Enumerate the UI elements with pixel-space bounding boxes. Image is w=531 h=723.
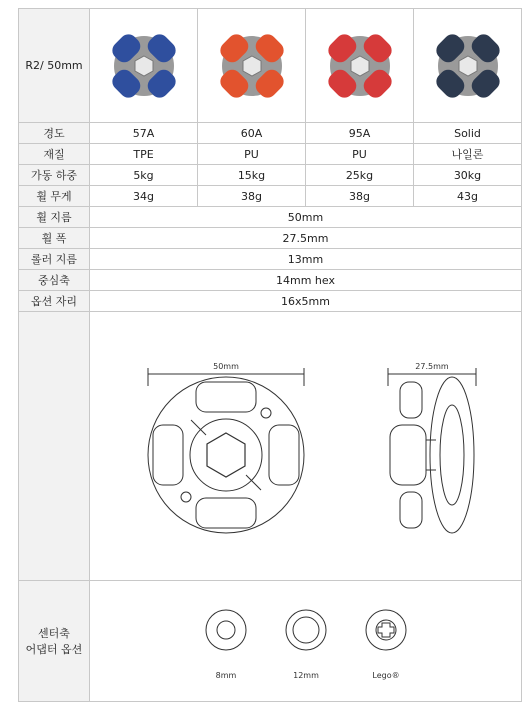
material-value: PU <box>306 144 414 165</box>
technical-drawing <box>90 312 522 581</box>
omni-wheel-icon <box>426 24 510 108</box>
wheel-image-4 <box>414 9 522 123</box>
width-value: 27.5mm <box>90 228 522 249</box>
header-label: R2/ 50mm <box>19 9 90 123</box>
material-value: 나일론 <box>414 144 522 165</box>
hardness-value: Solid <box>414 123 522 144</box>
side-dimension-label: 27.5mm <box>414 361 449 371</box>
adapter-lego-icon <box>366 610 406 650</box>
roller-row <box>19 249 522 270</box>
diameter-value: 50mm <box>90 207 522 228</box>
weight-value: 34g <box>90 186 198 207</box>
material-label: 재질 <box>19 144 90 165</box>
weight-value: 43g <box>414 186 522 207</box>
hardness-value: 60A <box>198 123 306 144</box>
hardness-value: 95A <box>306 123 414 144</box>
omni-wheel-icon <box>102 24 186 108</box>
hardness-row <box>19 123 522 144</box>
option-label: 옵션 자리 <box>19 291 90 312</box>
front-dimension-label: 50mm <box>212 361 239 371</box>
side-view-drawing <box>388 368 476 533</box>
wheel-image-1 <box>90 9 198 123</box>
adapter-12mm-icon <box>286 610 326 650</box>
material-value: PU <box>198 144 306 165</box>
load-value: 15kg <box>198 165 306 186</box>
adapter-label <box>19 581 90 702</box>
load-row <box>19 165 522 186</box>
roller-value: 13mm <box>90 249 522 270</box>
adapter-caption: Lego® <box>371 670 400 680</box>
width-label: 휠 폭 <box>19 228 90 249</box>
width-row <box>19 228 522 249</box>
adapter-caption: 8mm <box>215 670 236 680</box>
roller-label: 롤러 지름 <box>19 249 90 270</box>
adapter-label-line1: 센터축 <box>38 627 70 640</box>
load-value: 25kg <box>306 165 414 186</box>
material-value: TPE <box>90 144 198 165</box>
weight-label: 휠 무게 <box>19 186 90 207</box>
load-label: 가동 하중 <box>19 165 90 186</box>
axle-label: 중심축 <box>19 270 90 291</box>
drawing-svg <box>96 320 516 570</box>
axle-row <box>19 270 522 291</box>
adapter-svg <box>176 590 436 690</box>
material-row <box>19 144 522 165</box>
weight-value: 38g <box>306 186 414 207</box>
hardness-label: 경도 <box>19 123 90 144</box>
option-row <box>19 291 522 312</box>
spec-table <box>18 8 522 702</box>
wheel-image-2 <box>198 9 306 123</box>
weight-row <box>19 186 522 207</box>
adapter-8mm-icon <box>206 610 246 650</box>
drawing-row <box>19 312 522 581</box>
omni-wheel-icon <box>318 24 402 108</box>
option-value: 16x5mm <box>90 291 522 312</box>
load-value: 5kg <box>90 165 198 186</box>
front-view-drawing <box>148 368 304 533</box>
adapter-options <box>90 581 522 702</box>
load-value: 30kg <box>414 165 522 186</box>
hardness-value: 57A <box>90 123 198 144</box>
adapter-row <box>19 581 522 702</box>
diameter-row <box>19 207 522 228</box>
wheel-image-3 <box>306 9 414 123</box>
omni-wheel-icon <box>210 24 294 108</box>
drawing-label-empty <box>19 312 90 581</box>
diameter-label: 휠 지름 <box>19 207 90 228</box>
weight-value: 38g <box>198 186 306 207</box>
axle-value: 14mm hex <box>90 270 522 291</box>
image-row <box>19 9 522 123</box>
adapter-label-line2: 어댑터 옵션 <box>25 643 83 656</box>
adapter-caption: 12mm <box>292 670 319 680</box>
